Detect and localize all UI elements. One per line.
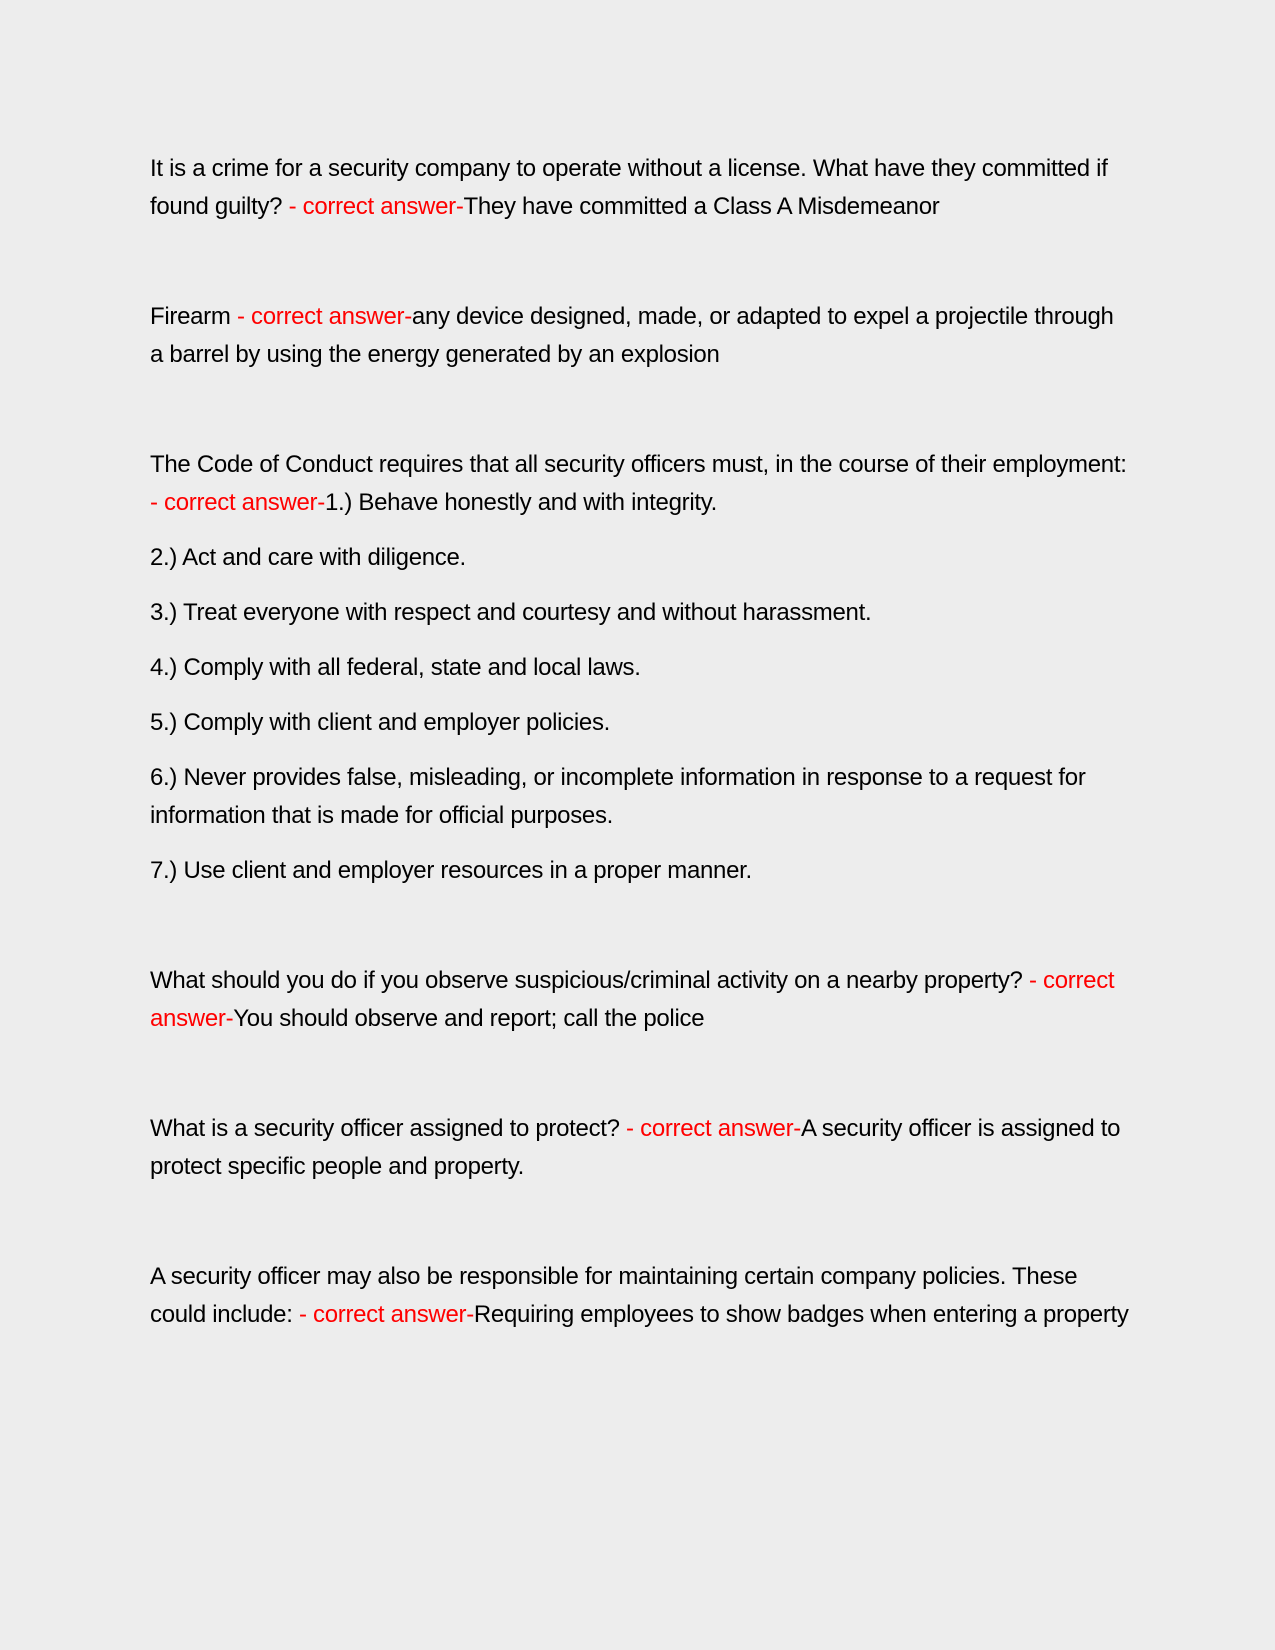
question-text: The Code of Conduct requires that all security officers must, in the course of their employment: — [150, 451, 1127, 478]
question-text: Firearm — [150, 303, 231, 330]
answer-marker: - correct answer- — [150, 967, 1115, 1032]
answer-marker: - correct answer- — [619, 1115, 801, 1142]
qa-block-5 — [150, 1110, 1130, 1186]
qa-block-4 — [150, 962, 1130, 1038]
answer-marker: - correct answer- — [292, 1301, 474, 1328]
list-item: 5.) Comply with client and employer policies. — [150, 709, 611, 736]
list-item: 2.) Act and care with diligence. — [150, 544, 466, 571]
answer-text: You should observe and report; call the police — [233, 1005, 705, 1032]
document-page — [150, 150, 1130, 1334]
qa-block-1 — [150, 150, 1130, 226]
answer-text: any device designed, made, or adapted to expel a projectile through a barrel by using the energy generated by an explosion — [150, 303, 1114, 368]
qa-block-2 — [150, 298, 1130, 374]
question-text: What is a security officer assigned to protect? — [150, 1115, 620, 1142]
list-item: 3.) Treat everyone with respect and courtesy and without harassment. — [150, 599, 872, 626]
answer-text: They have committed a Class A Misdemeanor — [463, 193, 940, 220]
answer-text: Requiring employees to show badges when entering a property — [473, 1301, 1129, 1328]
question-text: It is a crime for a security company to operate without a license. What have they committed if found guilty? — [150, 155, 1108, 220]
qa-block-3 — [150, 446, 1130, 890]
list-item: 4.) Comply with all federal, state and local laws. — [150, 654, 641, 681]
list-item: 7.) Use client and employer resources in a proper manner. — [150, 857, 752, 884]
list-item: 6.) Never provides false, misleading, or incomplete information in response to a request for information that is made for official purposes. — [150, 764, 1086, 829]
answer-marker: - correct answer- — [282, 193, 464, 220]
answer-text: A security officer is assigned to protect specific people and property. — [150, 1115, 1121, 1180]
answer-text: 1.) Behave honestly and with integrity. — [324, 489, 718, 516]
answer-marker: - correct answer- — [150, 489, 325, 516]
question-text: A security officer may also be responsible for maintaining certain company policies. These could include: — [150, 1263, 1078, 1328]
question-text: What should you do if you observe suspicious/criminal activity on a nearby property? — [150, 967, 1023, 994]
answer-marker: - correct answer- — [230, 303, 412, 330]
qa-block-6 — [150, 1258, 1130, 1334]
